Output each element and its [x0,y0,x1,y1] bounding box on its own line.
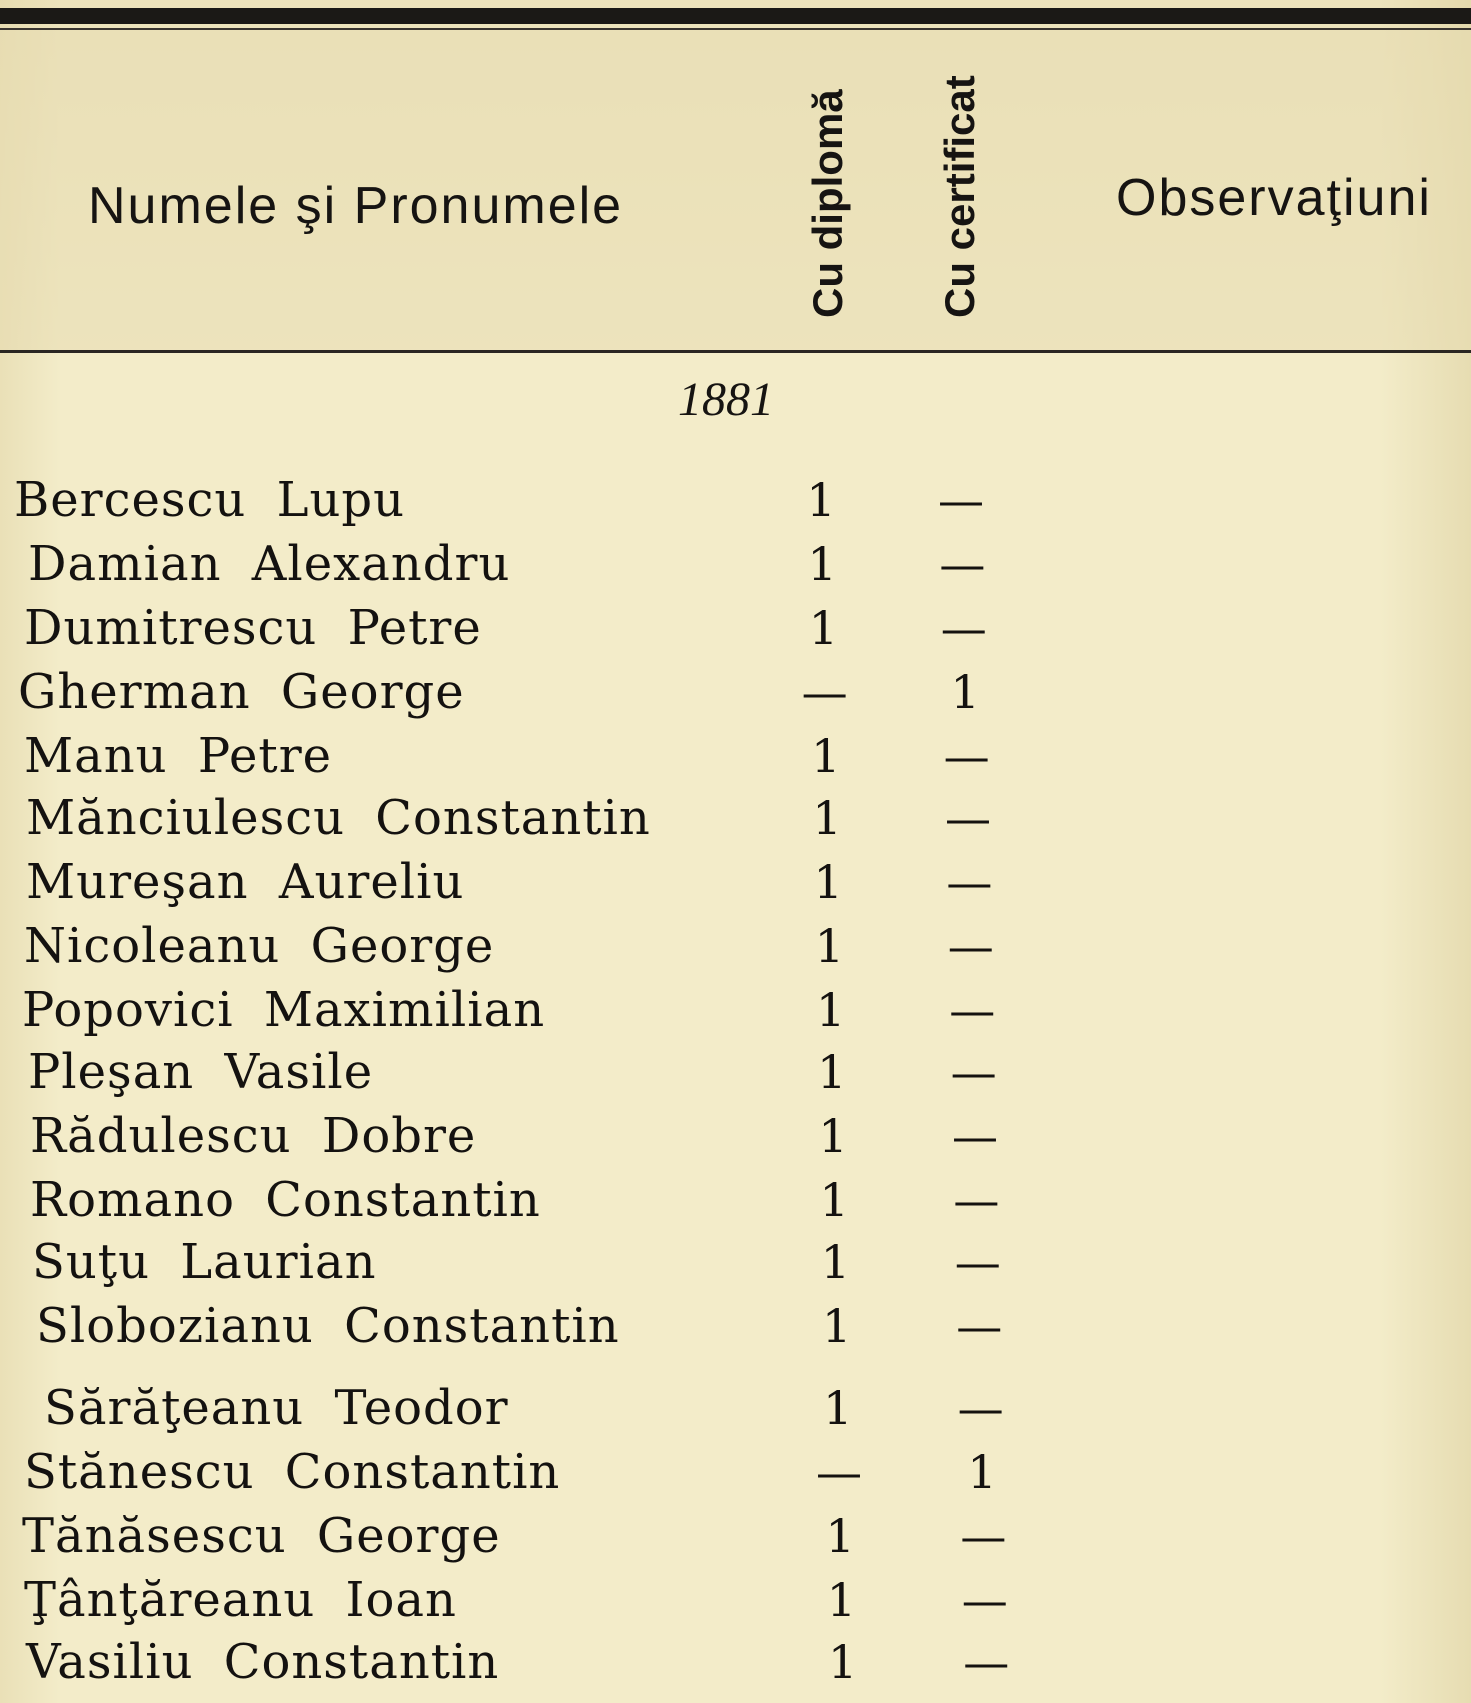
certificate-count: — [957,1381,1004,1435]
year-heading: 1881 [678,373,774,426]
table-row [0,724,1100,788]
person-name: Stănescu Constantin [24,1444,561,1500]
person-name: Gherman George [18,664,465,720]
diploma-count: 1 [820,1235,851,1289]
person-name: Slobozianu Constantin [36,1298,620,1354]
table-row [0,1104,1100,1168]
certificate-count: — [952,1109,998,1163]
table-row [0,1168,1100,1232]
diploma-count: 1 [818,1109,848,1163]
table-row [0,1440,1100,1504]
diploma-count: 1 [811,729,841,783]
table-row [0,1040,1100,1104]
diploma-count: 1 [813,855,843,909]
certificate-count: — [949,983,996,1037]
diploma-count: 1 [808,601,839,655]
person-name: Sărăţeanu Teodor [44,1380,509,1436]
diploma-count: — [816,1445,862,1499]
certificate-count: — [953,1173,1000,1227]
diploma-count: 1 [807,537,837,591]
diploma-count: 1 [815,983,846,1037]
certificate-count: — [950,1045,997,1099]
certificate-count: — [943,729,990,783]
diploma-count: 1 [817,1045,847,1099]
diploma-count: 1 [814,919,845,973]
person-name: Ţânţăreanu Ioan [24,1572,457,1628]
person-name: Mănciulescu Constantin [26,790,651,846]
table-row [0,850,1100,914]
person-name: Suţu Laurian [32,1234,377,1290]
diploma-count: 1 [823,1381,853,1435]
certificate-count: — [960,1509,1007,1563]
diploma-count: 1 [827,1635,858,1689]
person-name: Rădulescu Dobre [30,1108,477,1164]
top-border-rule [0,8,1471,24]
table-row [0,1294,1100,1358]
certificate-count: — [945,791,991,845]
person-name: Manu Petre [24,728,333,784]
certificate-count: 1 [967,1445,997,1499]
certificate-count: — [961,1573,1008,1627]
table-row [0,786,1100,850]
certificate-count: — [939,537,986,591]
diploma-count: 1 [812,791,842,845]
column-header-diploma: Cu diplomă [804,89,851,318]
column-header-certificate: Cu certificat [936,75,983,318]
certificate-count: 1 [950,665,980,719]
person-name: Nicoleanu George [24,918,495,974]
certificate-count: — [947,919,994,973]
diploma-count: 1 [825,1509,855,1563]
certificate-count: — [946,855,993,909]
person-name: Damian Alexandru [28,536,511,592]
table-row [0,914,1100,978]
table-row [0,660,1100,724]
certificate-count: — [954,1235,1001,1289]
diploma-count: 1 [826,1573,857,1627]
table-row [0,1376,1100,1440]
table-row [0,1504,1100,1568]
person-name: Mureşan Aureliu [26,854,465,910]
table-row [0,978,1100,1042]
table-row [0,1568,1100,1632]
header-bottom-rule [0,350,1471,353]
person-name: Popovici Maximilian [22,982,546,1038]
certificate-count: — [940,601,987,655]
table-row [0,532,1100,596]
table-row [0,468,1100,532]
table-row [0,1630,1100,1694]
person-name: Romano Constantin [30,1172,541,1228]
person-name: Dumitrescu Petre [24,600,482,656]
certificate-count: — [963,1635,1010,1689]
table-row [0,1230,1100,1294]
diploma-count: — [801,665,848,719]
column-header-observations: Observaţiuni [1116,169,1432,227]
certificate-count: — [956,1299,1003,1353]
person-name: Bercescu Lupu [14,472,406,528]
person-name: Vasiliu Constantin [26,1634,500,1690]
diploma-count: 1 [819,1173,849,1227]
table-row [0,596,1100,660]
diploma-count: 1 [821,1299,852,1353]
diploma-count: 1 [806,473,836,527]
certificate-count: — [938,473,984,527]
person-name: Pleşan Vasile [28,1044,374,1100]
person-name: Tănăsescu George [22,1508,501,1564]
column-header-name: Numele şi Pronumele [88,177,624,235]
